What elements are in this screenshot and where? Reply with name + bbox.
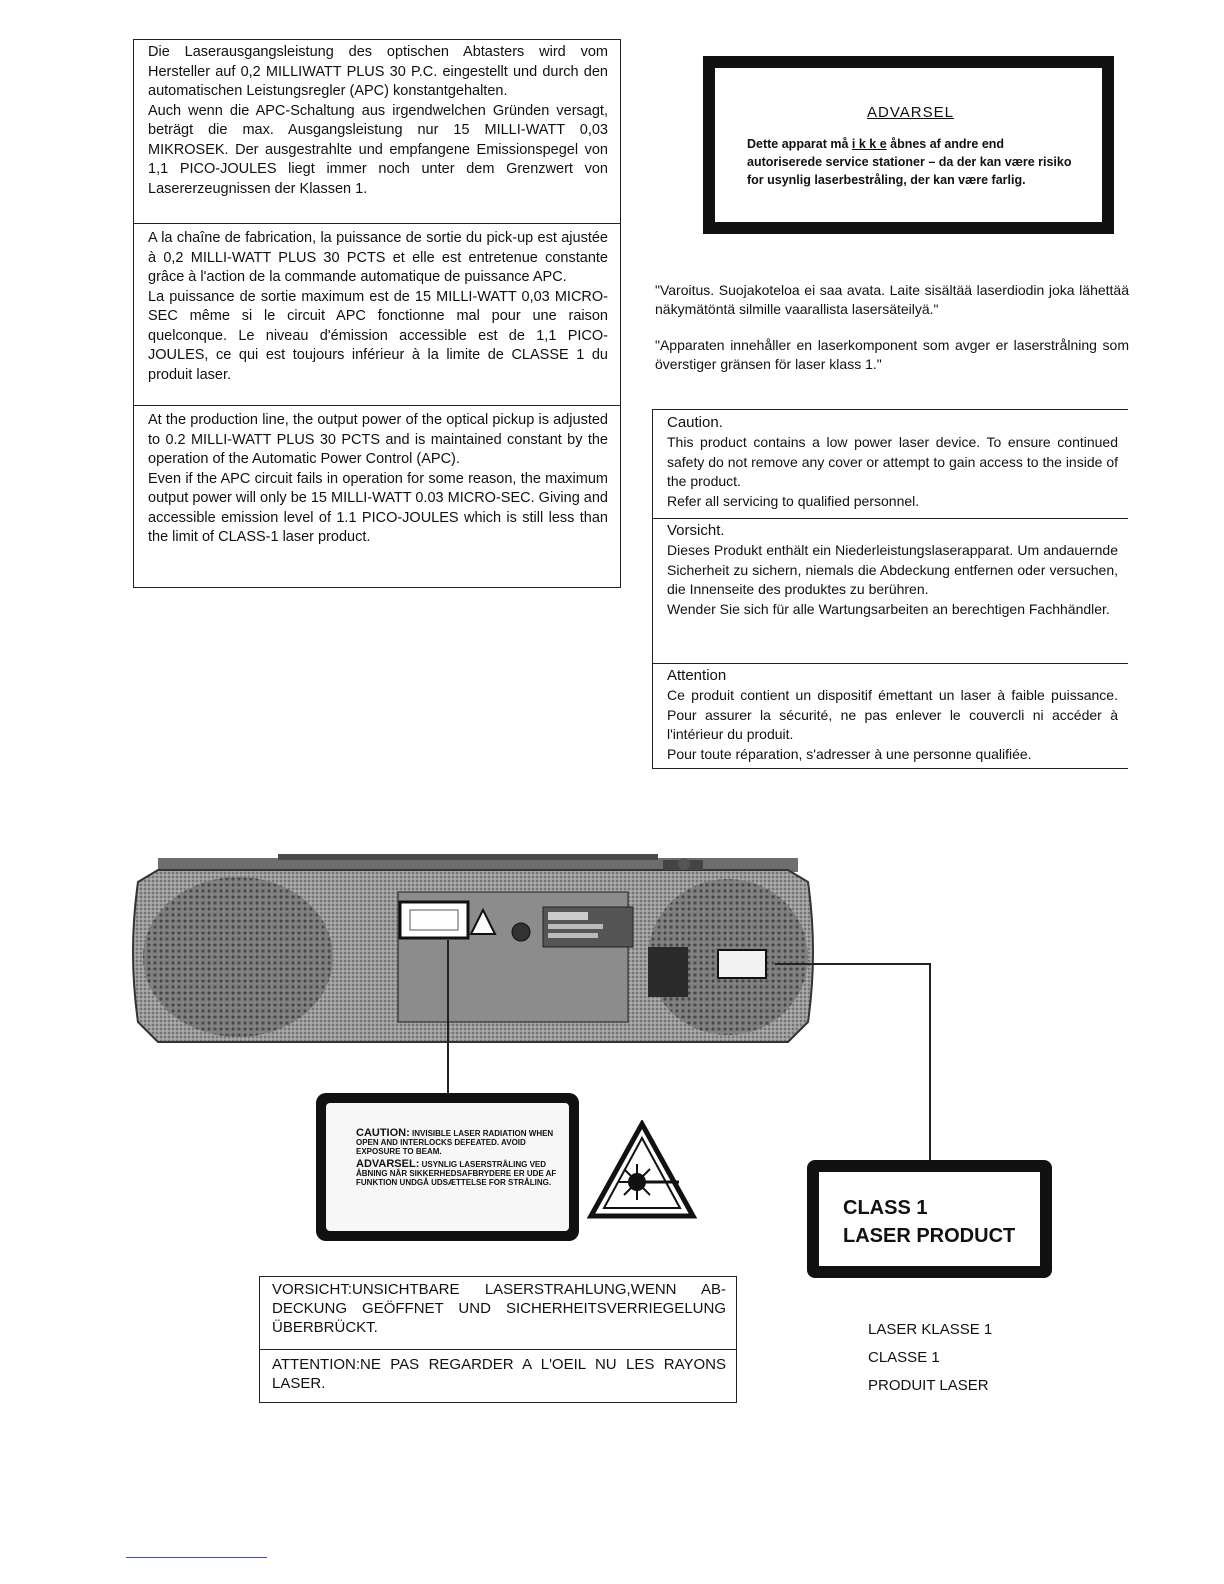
caution-label-advarsel-text: USYNLIG LASERSTRÅLING VED ÅBNING NÅR SIKKERHEDSAFBRYDERE ER UDE AF FUNKTION UNDGÅ UDSÆTTELSE FOR STRÅLING. xyxy=(356,1160,557,1187)
caution-label-caution-head: CAUTION: xyxy=(356,1127,410,1139)
advarsel-text xyxy=(747,135,1074,189)
caution-label-caution xyxy=(356,1129,559,1156)
footer-rule xyxy=(126,1557,267,1558)
produit-laser: PRODUIT LASER xyxy=(868,1377,989,1394)
caution-french xyxy=(653,666,1128,764)
class1-line2: LASER PRODUCT xyxy=(843,1225,1016,1247)
laser-output-notice-box xyxy=(133,39,621,588)
swedish-warning: "Apparaten innehåller en laserkomponent som avger er laserstrålning som överstiger gränsen för laser klass 1." xyxy=(655,337,1129,372)
caution-notice-box xyxy=(652,409,1128,769)
caution-german xyxy=(653,521,1128,619)
section-divider xyxy=(653,409,1128,410)
caution-text: This product contains a low power laser device. To ensure continued safety do not remove any cover or attempt to gain access to the inside of the product. Refer all servicing to qualified personnel. xyxy=(667,434,1118,509)
classe-1: CLASSE 1 xyxy=(868,1349,940,1366)
leader-line xyxy=(775,963,930,965)
section-divider xyxy=(134,223,620,224)
leader-line xyxy=(447,940,449,1095)
advarsel-title: ADVARSEL xyxy=(867,104,954,121)
section-divider xyxy=(260,1349,736,1350)
class1-laser-label xyxy=(807,1160,1052,1278)
attention-heading: Attention xyxy=(667,667,727,684)
laser-output-english xyxy=(134,411,620,548)
advarsel-text-start: Dette apparat må xyxy=(747,137,852,151)
laser-output-french-text: A la chaîne de fabrication, la puissance de sortie du pick-up est ajustée à 0,2 MILLI-WATT PLUS 30 PCTS et elle est entretenue constante grâce à l'action de la commande automatique de puissance APC. La puissance de sortie maximum est de 15 MILLI-WATT 0,03 MICRO-SEC même si le circuit APC fonctionne mal pour une raison quelconque. Le niveau d'émission accessible est de 1,1 PICO-JOULES, ce qui est toujours inférieur à la limite de CLASSE 1 du produit laser. xyxy=(148,230,608,383)
caution-label-advarsel xyxy=(356,1160,559,1187)
laser-output-english-text: At the production line, the output power of the optical pickup is adjusted to 0.2 MILLI-WATT PLUS 30 PCTS and is maintained constant by the operation of the Automatic Power Control (APC). Even if the APC circuit fails in operation for some reason, the maximum output power will only be 15 MILLI-WATT 0.03 MICRO-SEC. Giving and accessible emission level of 1.1 PICO-JOULES which is still less than the limit of CLASS-1 laser product. xyxy=(148,412,608,545)
leader-line xyxy=(929,963,931,1163)
laser-output-german xyxy=(134,43,620,199)
caution-label-inner xyxy=(326,1103,569,1231)
advarsel-emphasis: i k k e xyxy=(851,137,887,151)
section-divider xyxy=(653,663,1128,664)
vorsicht-heading: Vorsicht. xyxy=(667,522,725,539)
vorsicht-text: Dieses Produkt enthält ein Niederleistungslaserapparat. Um andauernde Sicherheit zu sichern, niemals die Abdeckung entfernen oder versuchen, die Innenseite des produktes zu berühren. Wender Sie sich für alle Wartungsarbeiten an berechtigen Fachhändler. xyxy=(667,542,1118,617)
vorsicht-attention-box xyxy=(259,1276,737,1403)
laser-output-german-text: Die Laserausgangsleistung des optischen Abtasters wird vom Hersteller auf 0,2 MILLIWATT PLUS 30 P.C. eingestellt und durch den automatischen Leistungsregler (APC) konstantgehalten. Auch wenn die APC-Schaltung aus irgendwelchen Gründen versagt, beträgt die max. Ausgangsleistung nur 15 MILLI-WATT 0,03 MIKROSEK. Der ausgestrahlte und empfangene Emissionspegel von 1,1 PICO-JOULES liegt immer noch unter dem Grenzwert von Lasererzeugnissen der Klassen 1. xyxy=(148,44,608,197)
vorsicht-text-block: VORSICHT:UNSICHTBARE LASERSTRAHLUNG,WENN AB-DECKUNG GEÖFFNET UND SICHERHEITSVERRIEGELUNG ÜBERBRÜCKT. xyxy=(272,1281,726,1336)
device-drawing xyxy=(128,852,818,1052)
laser-klasse-1: LASER KLASSE 1 xyxy=(868,1321,993,1338)
attention-text-block: ATTENTION:NE PAS REGARDER A L'OEIL NU LES RAYONS LASER. xyxy=(272,1356,726,1392)
caution-english xyxy=(653,413,1128,511)
caution-heading: Caution. xyxy=(667,414,723,431)
class1-line1: CLASS 1 xyxy=(843,1197,928,1219)
advarsel-inner xyxy=(715,68,1102,222)
laser-hazard-icon xyxy=(587,1120,697,1220)
caution-label-advarsel-head: ADVARSEL: xyxy=(356,1158,420,1170)
section-divider xyxy=(653,518,1128,519)
advarsel-text-end: åbnes af andre end autoriserede service stationer – da der kan være risiko for usynlig laserbestråling, der kan være farlig. xyxy=(747,137,1072,187)
class1-inner xyxy=(819,1172,1040,1266)
device-rear-illustration xyxy=(128,852,818,1052)
caution-label xyxy=(316,1093,579,1241)
section-divider xyxy=(134,405,620,406)
advarsel-warning-box xyxy=(703,56,1114,234)
attention-text: Ce produit contient un dispositif émettant un laser à faible puissance. Pour assurer la sécurité, ne pas enlever le couvercli ni accéder à l'intérieur du produit. Pour toute réparation, s'adresser à une personne qualifiée. xyxy=(667,687,1118,762)
caution-label-caution-text: INVISIBLE LASER RADIATION WHEN OPEN AND INTERLOCKS DEFEATED. AVOID EXPOSURE TO BEAM. xyxy=(356,1129,554,1156)
laser-output-french xyxy=(134,229,620,385)
finnish-warning: "Varoitus. Suojakoteloa ei saa avata. Laite sisältää laserdiodin joka lähettää näkymätöntä silmille vaarallista lasersäteilyä." xyxy=(655,282,1129,317)
